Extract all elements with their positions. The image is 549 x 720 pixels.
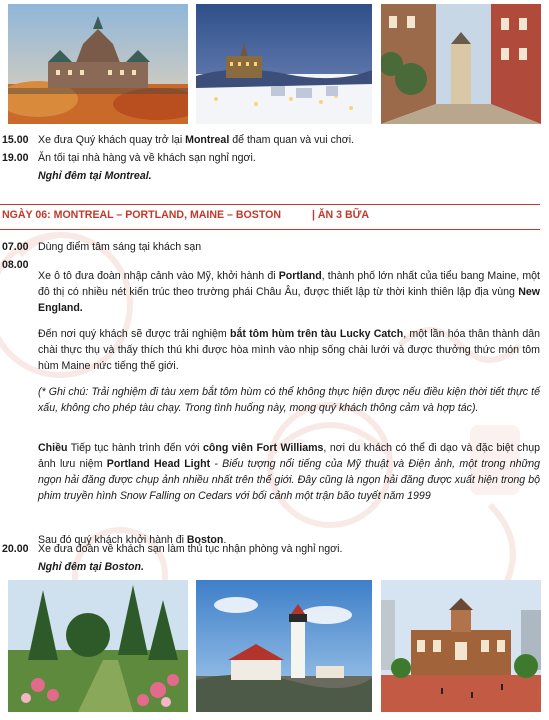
day-divider-top (0, 204, 540, 205)
boston-pier-building-photo (381, 580, 541, 712)
entry-text: Xe đưa đoàn về khách sạn làm thủ tục nhận phòng và nghỉ ngơi. (38, 543, 343, 555)
entry-text: Xe đưa Quý khách quay trở lại Montreal để tham quan và vui chơi. (38, 134, 355, 146)
entry-text: Dùng điểm tâm sáng tại khách sạn (38, 241, 202, 253)
day-header (2, 209, 542, 221)
day-title: NGÀY 06: MONTREAL – PORTLAND, MAINE – BOSTON (2, 209, 282, 221)
afternoon-paragraph: Chiều Tiếp tục hành trình đến với công viên Fort Williams, nơi du khách có thể đi dạo và đặc biệt chụp ảnh lưu niệm Portland Head Light - Biểu tượng nổi tiếng của Mỹ thuật và Điện ảnh, một trong những ngọn hải đăng được chụp ảnh nhiều nhất trên thế giới. Đây cũng là ngọn hải đăng được xuất hiện trong bộ phim truyền hình Snow Falling on Cedars với bối cảnh một trận bão tuyết năm 1999 (38, 441, 541, 503)
lobster-experience-paragraph: Đến nơi quý khách sẽ được trải nghiệm bắt tôm hùm trên tàu Lucky Catch, một lần hóa thân thành dân chài thực thụ và thấy thích thú khi được hòa mình vào nhịp sống chài lưới và được thưởng thức món tôm hùm Maine nức tiếng thế giới. (38, 327, 540, 373)
garden-park-photo (8, 580, 188, 712)
depart-boston-paragraph: Sau đó quý khách khởi hành đi Boston. (38, 533, 227, 546)
quebec-night-photo (196, 4, 372, 124)
entry-time: 20.00 (2, 543, 29, 555)
portland-head-light-photo (196, 580, 372, 712)
itinerary-page: 15.00 Xe đưa Quý khách quay trở lại Montreal để tham quan và vui chơi. 19.00 Ăn tối tại nhà hàng và về khách sạn nghỉ ngơi. Nghỉ đêm tại Montreal. NGÀY 06: MONTREAL – PORTLAND, MAINE – BOSTON | ĂN 3 BỮA 07.00 Dùng điểm tâm sáng tại khách sạn 08.00 Xe ô tô đưa đoàn nhập cảnh vào Mỹ, khởi hành đi Portland, thành phố lớn nhất của tiểu bang Maine, một đô thị có nhiều nét kiến trúc theo trường phái Châu Âu, được thiết lập từ thời kinh thiên lập địa vùng New England. Đến nơi quý khách sẽ được trải nghiệm bắt tôm hùm trên tàu Lucky Catch, một lần hóa thân thành dân chài thực thụ và thấy thích thú khi được hòa mình vào nhịp sống chài lưới và được thưởng thức món tôm hùm Maine nức tiếng thế giới. (* Ghi chú: Trải nghiệm đi tàu xem bắt tôm hùm có thể không thực hiện được nếu điều kiện thời tiết thực tế xấu, không cho phép tàu chạy. Trong tình huống này, mong quý khách thông cảm và hợp tác). Chiều Tiếp tục hành trình đến với công viên Fort Williams, nơi du khách có thể đi dạo và đặc biệt chụp ảnh lưu niệm Portland Head Light - Biểu tượng nổi tiếng của Mỹ thuật và Điện ảnh, một trong những ngọn hải đăng được chụp ảnh nhiều nhất trên thế giới. Đây cũng là ngọn hải đăng được xuất hiện trong bộ phim truyền hình Snow Falling on Cedars với bối cảnh một trận bão tuyết năm 1999 Sau đó quý khách khởi hành đi Boston. 20.00 Xe đưa đoàn về khách sạn làm thủ tục nhận phòng và nghỉ ngơi. Nghỉ đêm tại Boston. (0, 0, 549, 720)
entry-time: 07.00 (2, 241, 29, 253)
highlight-montreal: Montreal (185, 134, 230, 146)
old-quebec-street-photo (381, 4, 541, 124)
chateau-frontenac-photo (8, 4, 188, 124)
day-meals: | ĂN 3 BỮA (312, 209, 370, 221)
entry-text: Ăn tối tại nhà hàng và về khách sạn nghỉ ngơi. (38, 152, 256, 164)
entry-time: 19.00 (2, 152, 29, 164)
day-divider-bottom (0, 229, 540, 230)
weather-note: (* Ghi chú: Trải nghiệm đi tàu xem bắt tôm hùm có thể không thực hiện được nếu điều kiện thời tiết thực tế xấu, không cho phép tàu chạy. Trong tình huống này, mong quý khách thông cảm và hợp tác). (38, 385, 540, 414)
entry-0800-text: Xe ô tô đưa đoàn nhập cảnh vào Mỹ, khởi hành đi Portland, thành phố lớn nhất của tiểu bang Maine, một đô thị có nhiều nét kiến trúc theo trường phái Châu Âu, được thiết lập từ thời kinh thiên lập địa vùng New England. (38, 269, 540, 315)
entry-time: 15.00 (2, 134, 29, 146)
entry-0800-time: 08.00 (2, 259, 29, 271)
